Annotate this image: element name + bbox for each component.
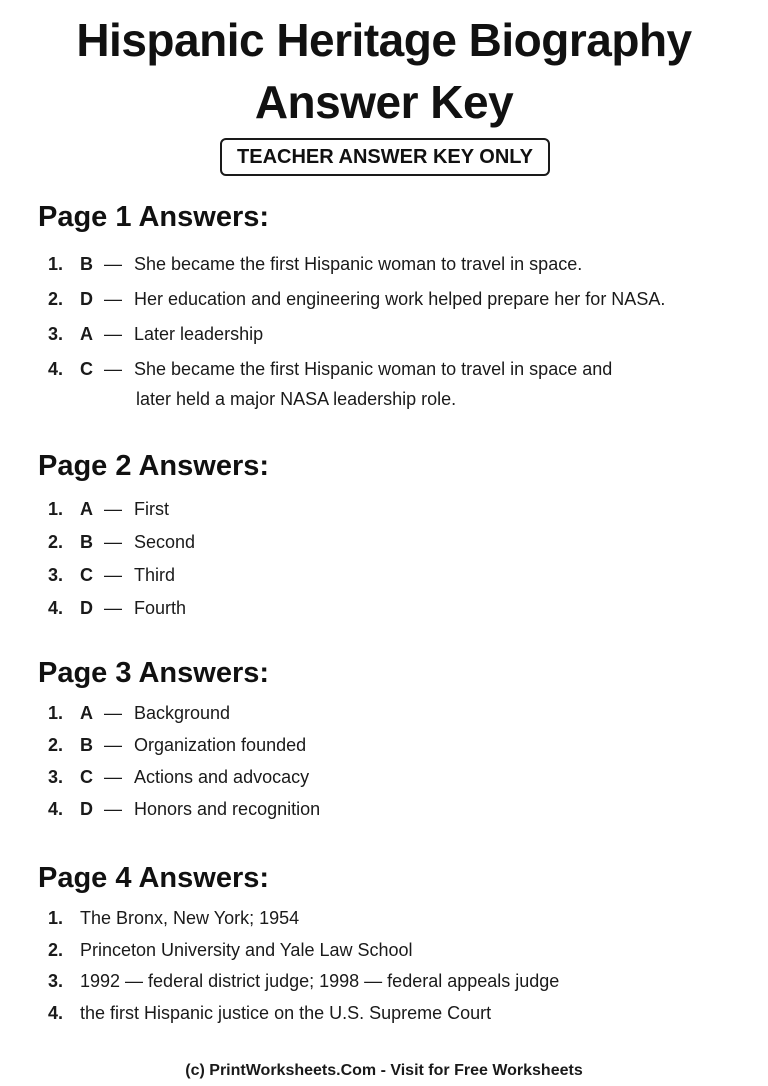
- answer-number: 3.: [48, 565, 64, 585]
- answer-dash: —: [104, 767, 122, 787]
- answer-row: [48, 762, 309, 792]
- answer-dash: —: [104, 289, 122, 309]
- footer-credit: (c) PrintWorksheets.Com - Visit for Free Worksheets: [185, 1062, 583, 1079]
- answer-number: 1.: [48, 499, 64, 519]
- answer-letter: D: [80, 289, 93, 309]
- answer-letter: C: [80, 767, 93, 787]
- answer-number: 4.: [48, 1003, 64, 1023]
- answer-row: [48, 560, 175, 590]
- answer-text: She became the first Hispanic woman to travel in space.: [134, 254, 583, 274]
- answer-letter: B: [80, 532, 93, 552]
- answer-dash: —: [104, 598, 122, 618]
- answer-text: Her education and engineering work helped prepare her for NASA.: [134, 289, 666, 309]
- answer-row: [48, 593, 186, 623]
- answer-text-continuation: later held a major NASA leadership role.: [136, 389, 457, 409]
- section-heading-page-3: Page 3 Answers:: [38, 657, 270, 689]
- answer-letter: C: [80, 565, 93, 585]
- answer-number: 1.: [48, 908, 64, 928]
- answer-text: Second: [134, 532, 196, 552]
- answer-letter: A: [80, 703, 93, 723]
- answer-row: [48, 319, 263, 349]
- answer-number: 2.: [48, 532, 64, 552]
- answer-text: the first Hispanic justice on the U.S. Supreme Court: [80, 1003, 492, 1023]
- answer-text: 1992 — federal district judge; 1998 — federal appeals judge: [80, 971, 560, 991]
- page-subtitle: Answer Key: [254, 76, 514, 128]
- answer-text: Fourth: [134, 598, 187, 618]
- answer-number: 1.: [48, 254, 64, 274]
- answer-text: Organization founded: [134, 735, 307, 755]
- answer-row: [48, 966, 559, 996]
- answer-dash: —: [104, 703, 122, 723]
- answer-number: 2.: [48, 940, 64, 960]
- section-heading-page-1: Page 1 Answers:: [38, 201, 270, 233]
- answer-dash: —: [104, 324, 122, 344]
- answer-text: Actions and advocacy: [134, 767, 310, 787]
- answer-dash: —: [104, 532, 122, 552]
- answer-text: Background: [134, 703, 231, 723]
- answer-dash: —: [104, 254, 122, 274]
- answer-row: [48, 730, 306, 760]
- answer-row: [48, 794, 320, 824]
- answer-dash: —: [104, 799, 122, 819]
- answer-dash: —: [104, 499, 122, 519]
- answer-letter: C: [80, 359, 93, 379]
- answer-number: 3.: [48, 971, 64, 991]
- section-heading-page-4: Page 4 Answers:: [38, 862, 270, 894]
- answer-row: [48, 527, 195, 557]
- answer-text: Honors and recognition: [134, 799, 321, 819]
- answer-text: The Bronx, New York; 1954: [80, 908, 300, 928]
- answer-dash: —: [104, 565, 122, 585]
- answer-row: [48, 698, 230, 728]
- answer-letter: B: [80, 254, 93, 274]
- answer-text: Later leadership: [134, 324, 264, 344]
- answer-row: [48, 249, 582, 279]
- answer-row: [48, 935, 413, 965]
- answer-row: [48, 494, 169, 524]
- answer-row: [48, 284, 665, 314]
- answer-letter: D: [80, 799, 93, 819]
- answer-number: 3.: [48, 767, 64, 787]
- answer-letter: B: [80, 735, 93, 755]
- answer-text: She became the first Hispanic woman to travel in space and: [134, 359, 613, 379]
- page-title: Hispanic Heritage Biography: [76, 14, 692, 66]
- teacher-only-badge: TEACHER ANSWER KEY ONLY: [220, 138, 550, 176]
- answer-number: 2.: [48, 289, 64, 309]
- answer-row: [48, 903, 299, 933]
- answer-text: First: [134, 499, 169, 519]
- answer-letter: D: [80, 598, 93, 618]
- answer-number: 4.: [48, 799, 64, 819]
- answer-row: [48, 354, 612, 384]
- answer-number: 4.: [48, 598, 64, 618]
- answer-dash: —: [104, 735, 122, 755]
- section-heading-page-2: Page 2 Answers:: [38, 450, 270, 482]
- answer-letter: A: [80, 324, 93, 344]
- answer-text: Princeton University and Yale Law School: [80, 940, 413, 960]
- answer-number: 4.: [48, 359, 64, 379]
- answer-letter: A: [80, 499, 93, 519]
- answer-number: 2.: [48, 735, 64, 755]
- answer-number: 1.: [48, 703, 64, 723]
- answer-dash: —: [104, 359, 122, 379]
- answer-text: Third: [134, 565, 176, 585]
- answer-number: 3.: [48, 324, 64, 344]
- answer-row: [48, 998, 491, 1028]
